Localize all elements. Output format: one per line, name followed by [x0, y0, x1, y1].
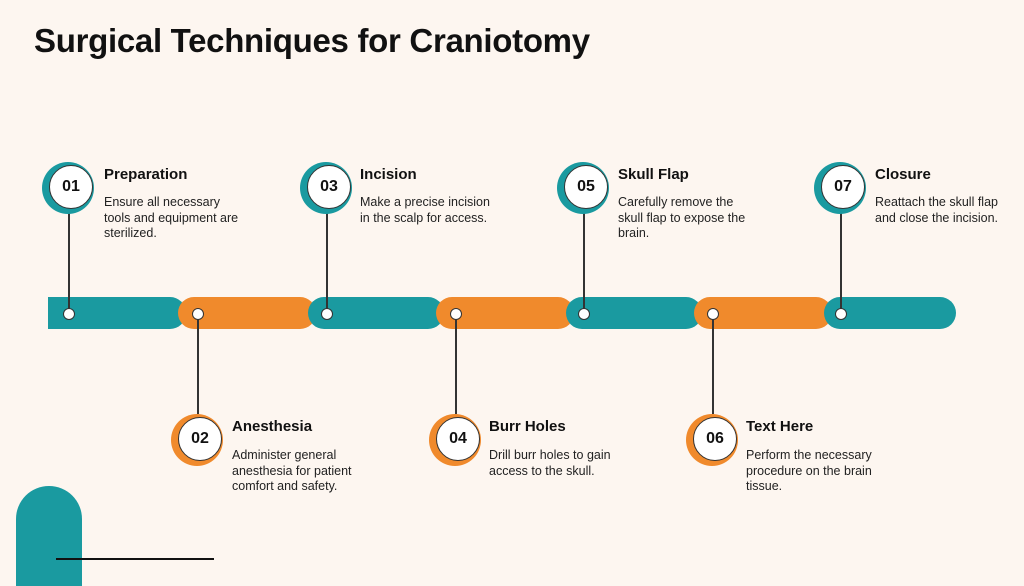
step-1-marker [63, 308, 75, 320]
decorative-underline [56, 558, 214, 560]
step-1-title: Preparation [104, 166, 188, 183]
step-5-title: Skull Flap [618, 166, 689, 183]
step-2-connector [197, 318, 199, 414]
step-4-description: Drill burr holes to gain access to the skull. [489, 448, 611, 478]
step-7-description: Reattach the skull flap and close the incision. [875, 195, 998, 225]
step-6-title: Text Here [746, 418, 814, 435]
step-5-description: Carefully remove the skull flap to expose the brain. [618, 195, 746, 240]
step-1-connector [68, 213, 70, 309]
step-5-badge [557, 162, 609, 214]
step-6-badge [686, 414, 738, 466]
step-4-title: Burr Holes [489, 418, 566, 435]
step-7-marker [835, 308, 847, 320]
step-3-number: 03 [307, 165, 351, 209]
step-2-number: 02 [178, 417, 222, 461]
step-2-title: Anesthesia [232, 418, 313, 435]
step-5-number: 05 [564, 165, 608, 209]
step-6-description: Perform the necessary procedure on the brain tissue. [746, 448, 872, 493]
step-1-description: Ensure all necessary tools and equipment are sterilized. [104, 195, 239, 240]
decorative-teal-shape [16, 486, 82, 586]
step-5-marker [578, 308, 590, 320]
step-2-marker [192, 308, 204, 320]
step-2-description: Administer general anesthesia for patient comfort and safety. [232, 448, 352, 493]
step-3-marker [321, 308, 333, 320]
step-1-number: 01 [49, 165, 93, 209]
step-4-marker [450, 308, 462, 320]
step-7-title: Closure [875, 166, 931, 183]
step-3-connector [326, 213, 328, 309]
step-6-connector [712, 318, 714, 414]
step-7-connector [840, 213, 842, 309]
step-2-badge [171, 414, 223, 466]
step-3-description: Make a precise incision in the scalp for access. [360, 195, 490, 225]
step-4-badge [429, 414, 481, 466]
step-4-number: 04 [436, 417, 480, 461]
step-3-badge [300, 162, 352, 214]
step-7-badge [814, 162, 866, 214]
step-6-marker [707, 308, 719, 320]
step-6-number: 06 [693, 417, 737, 461]
slide-title: Surgical Techniques for Craniotomy [34, 22, 590, 59]
step-5-connector [583, 213, 585, 309]
step-3-title: Incision [360, 166, 417, 183]
step-1-badge [42, 162, 94, 214]
step-4-connector [455, 318, 457, 414]
step-7-number: 07 [821, 165, 865, 209]
